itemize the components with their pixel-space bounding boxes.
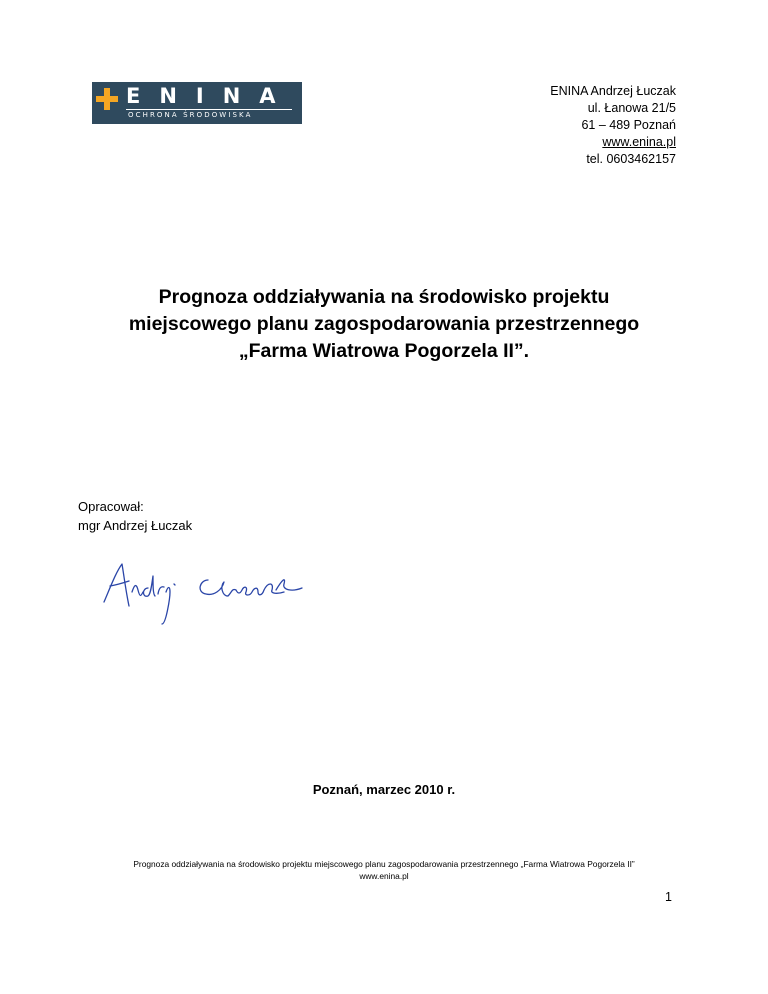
logo-tagline: OCHRONA ŚRODOWISKA (128, 111, 253, 119)
author-block (78, 497, 192, 535)
company-address-block (456, 83, 676, 168)
street-address: ul. Łanowa 21/5 (587, 101, 676, 115)
place-and-date: Poznań, marzec 2010 r. (312, 782, 456, 797)
footer-title: Prognoza oddziaływania na środowisko projektu miejscowego planu zagospodarowania przestrzennego „Farma Wiatrowa Pogorzela II” (133, 859, 635, 869)
author-name: mgr Andrzej Łuczak (78, 518, 193, 533)
document-title (60, 284, 708, 365)
company-name: ENINA Andrzej Łuczak (550, 84, 676, 98)
city-postcode: 61 – 489 Poznań (581, 118, 676, 132)
logo-rule (126, 109, 292, 110)
title-line-1: Prognoza oddziaływania na środowisko projektu (158, 286, 610, 308)
enina-logo (92, 82, 302, 124)
title-line-3: „Farma Wiatrowa Pogorzela II”. (238, 340, 530, 362)
logo-wordmark: ENINA (126, 84, 295, 108)
page-footer (0, 858, 768, 882)
author-label: Opracował: (78, 499, 144, 514)
phone-number: tel. 0603462157 (586, 152, 676, 166)
handwritten-signature (96, 552, 316, 632)
website-link[interactable]: www.enina.pl (602, 135, 676, 149)
footer-website: www.enina.pl (359, 871, 409, 881)
title-line-2: miejscowego planu zagospodarowania przestrzennego (128, 313, 640, 335)
page-number: 1 (665, 890, 672, 904)
plus-icon (96, 88, 118, 110)
